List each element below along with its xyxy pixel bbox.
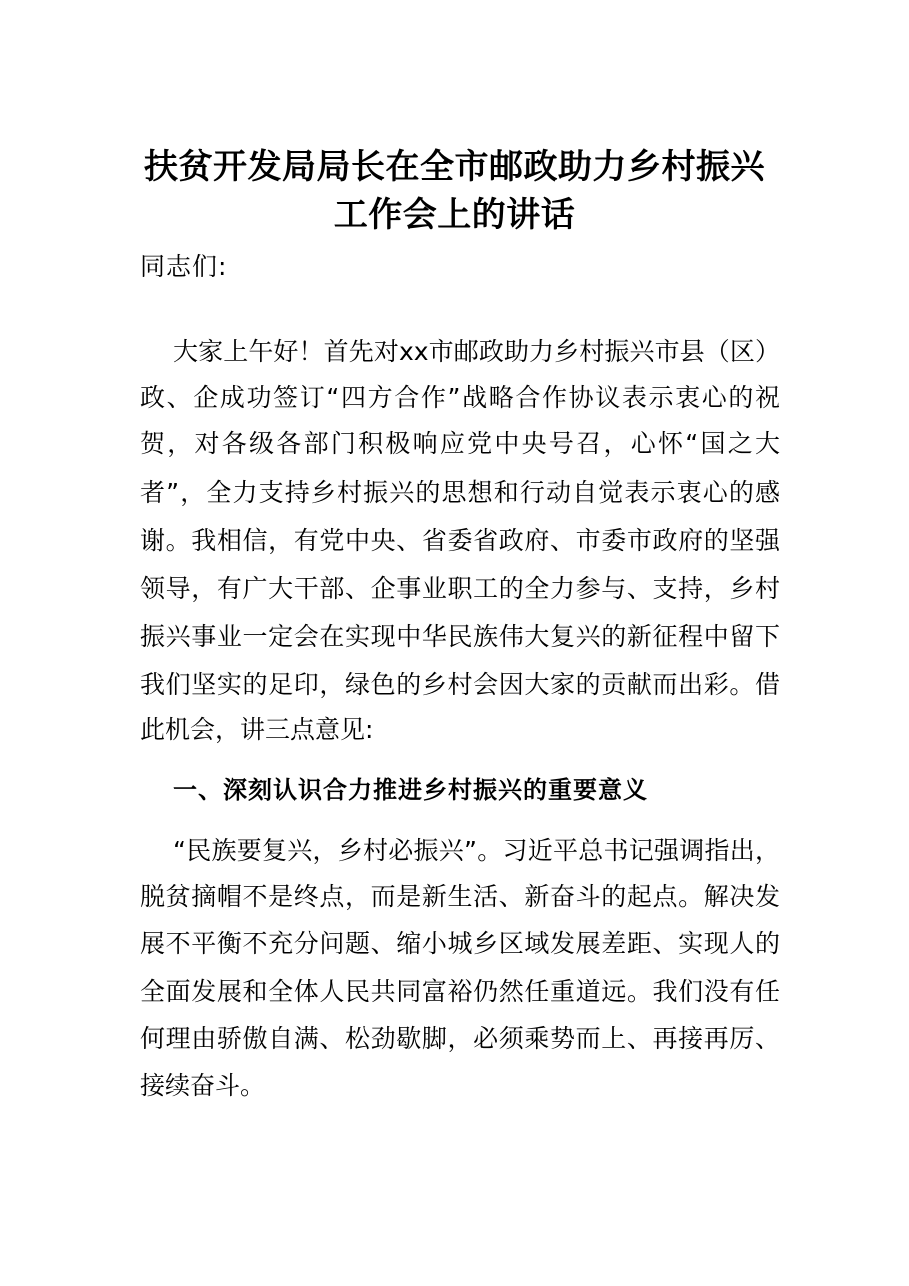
paragraph-1-line: 大家上午好！首先对xx市邮政助力乡村振兴市县（区）	[173, 337, 780, 366]
paragraph-1-line: 谢。我相信，有党中央、省委省政府、市委市政府的坚强	[140, 526, 780, 555]
document-title-line-2: 工作会上的讲话	[333, 195, 576, 235]
section-heading: 一、深刻认识合力推进乡村振兴的重要意义	[173, 776, 648, 804]
document-title-line-1: 扶贫开发局局长在全市邮政助力乡村振兴	[144, 147, 765, 187]
salutation: 同志们:	[140, 252, 228, 281]
paragraph-1-line: 振兴事业一定会在实现中华民族伟大复兴的新征程中留下	[140, 622, 780, 651]
paragraph-2-line: 脱贫摘帽不是终点，而是新生活、新奋斗的起点。解决发	[140, 882, 780, 911]
paragraph-1-line: 贺，对各级各部门积极响应党中央号召，心怀“国之大	[140, 429, 780, 458]
paragraph-2-line: “民族要复兴，乡村必振兴”。习近平总书记强调指出，	[173, 836, 780, 865]
paragraph-1-line: 领导，有广大干部、企事业职工的全力参与、支持，乡村	[140, 574, 780, 603]
paragraph-2-line: 全面发展和全体人民共同富裕仍然任重道远。我们没有任	[140, 977, 780, 1006]
paragraph-2-line: 何理由骄傲自满、松劲歇脚，必须乘势而上、再接再厉、	[140, 1024, 780, 1053]
paragraph-1-line: 此机会，讲三点意见:	[140, 715, 374, 744]
paragraph-1-line: 政、企成功签订“四方合作”战略合作协议表示衷心的祝	[140, 383, 780, 412]
paragraph-2-line: 展不平衡不充分问题、缩小城乡区域发展差距、实现人的	[140, 929, 780, 958]
paragraph-1-line: 我们坚实的足印，绿色的乡村会因大家的贡献而出彩。借	[140, 670, 780, 699]
paragraph-2-line: 接续奋斗。	[140, 1071, 266, 1100]
paragraph-1-line: 者”，全力支持乡村振兴的思想和行动自觉表示衷心的感	[140, 478, 780, 507]
